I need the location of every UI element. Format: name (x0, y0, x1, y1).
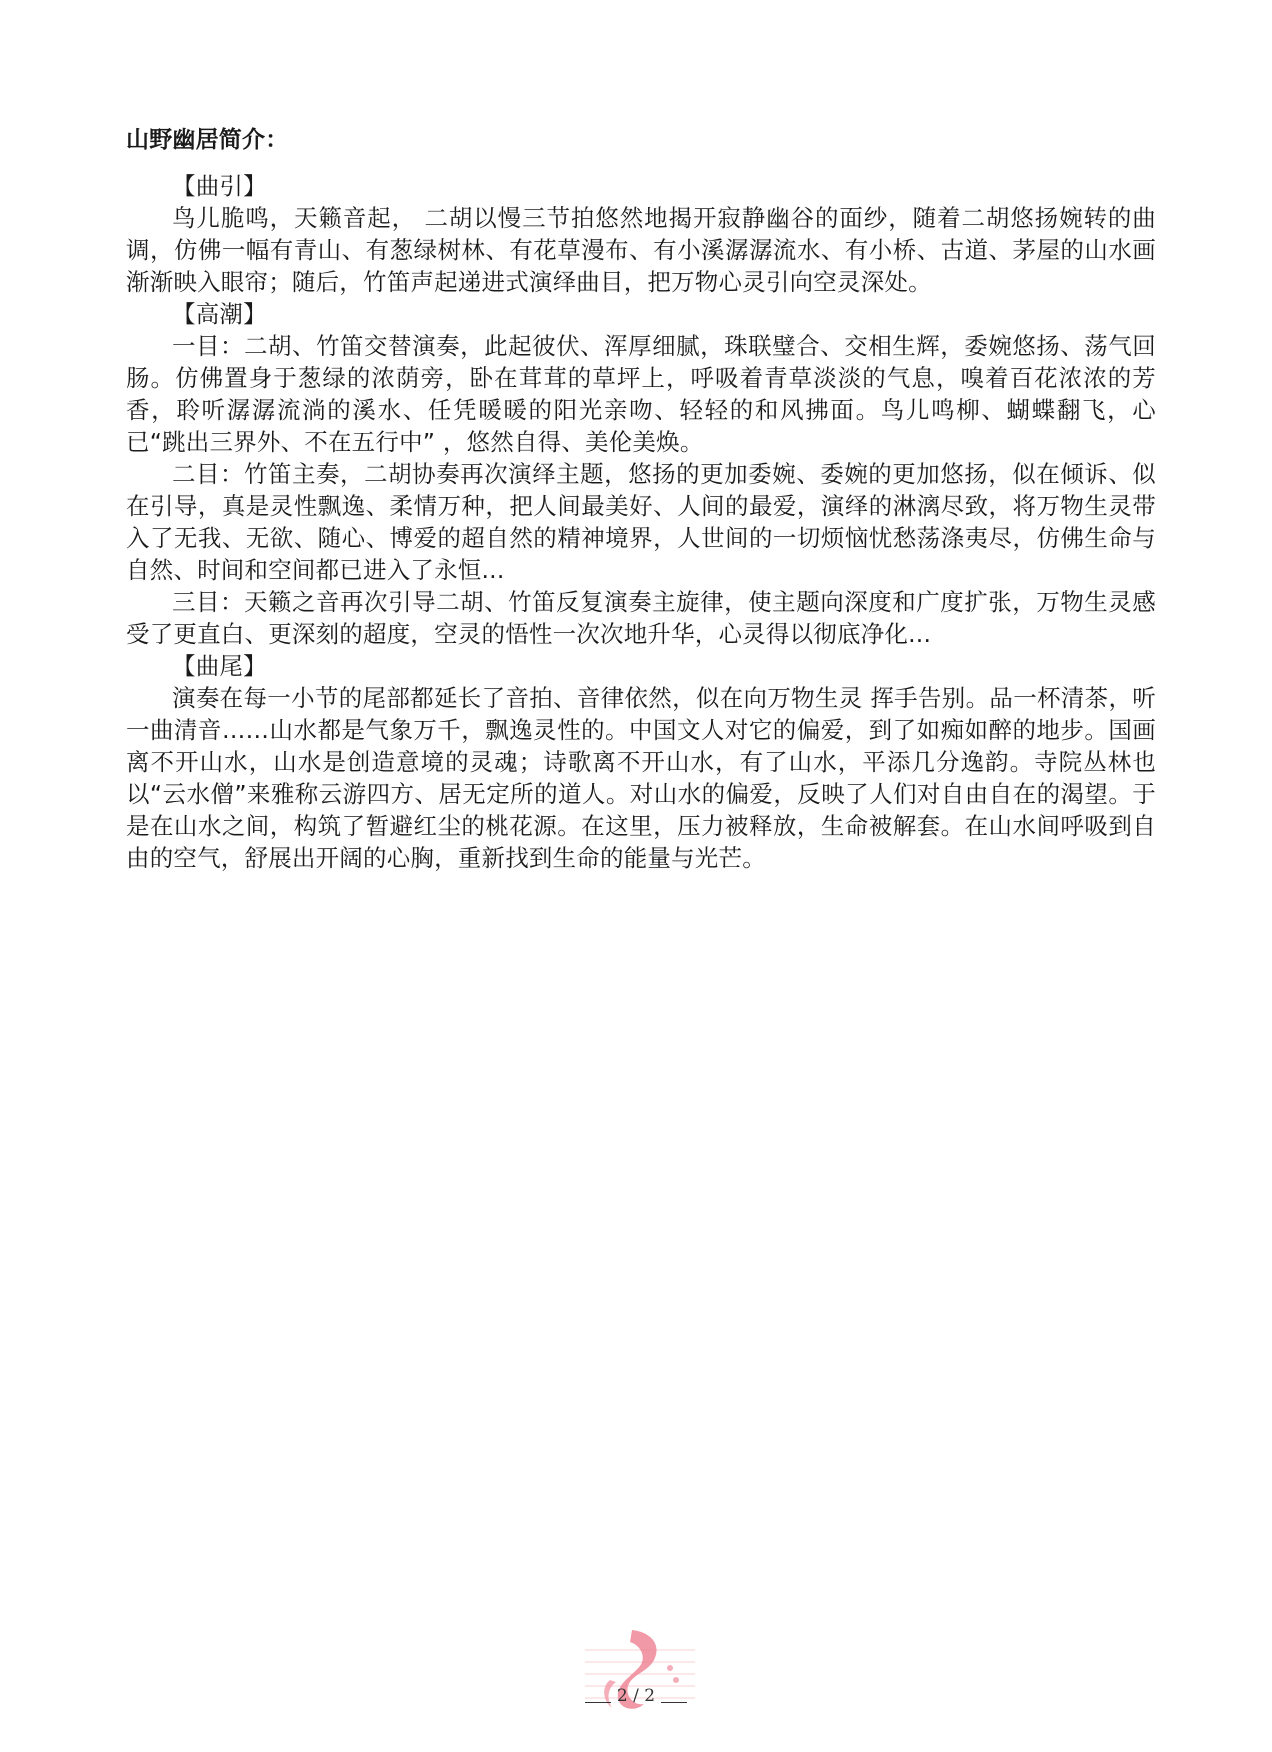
paragraph: 二目：竹笛主奏，二胡协奏再次演绎主题，悠扬的更加委婉、委婉的更加悠扬，似在倾诉、似在引导，真是灵性飘逸、柔情万种，把人间最美好、人间的最爱，演绎的淋漓尽致，将万物生灵带入了无我、无欲、随心、博爱的超自然的精神境界，人世间的一切烦恼忧愁荡涤夷尽，仿佛生命与自然、时间和空间都已进入了永恒... (126, 460, 1156, 584)
section-intro (126, 170, 1156, 298)
paragraph: 一目：二胡、竹笛交替演奏，此起彼伏、浑厚细腻，珠联璧合、交相生辉，委婉悠扬、荡气回肠。仿佛置身于葱绿的浓荫旁，卧在茸茸的草坪上，呼吸着青草淡淡的气息，嗅着百花浓浓的芳香，聆听潺潺流淌的溪水、任凭暖暖的阳光亲吻、轻轻的和风拂面。鸟儿鸣柳、蝴蝶翻飞，心已“跳出三界外、不在五行中” ，悠然自得、美伦美焕。 (126, 332, 1156, 456)
section-climax (126, 298, 1156, 650)
page-footer (0, 1620, 1272, 1730)
page-number-rule-left (585, 1702, 611, 1703)
section-heading: 【曲尾】 (172, 652, 267, 680)
section-heading: 【曲引】 (172, 172, 267, 200)
page-number-text: 2 / 2 (616, 1686, 656, 1706)
page-number-rule-right (661, 1702, 687, 1703)
section-ending (126, 650, 1156, 874)
paragraph: 鸟儿脆鸣，天籁音起， 二胡以慢三节拍悠然地揭开寂静幽谷的面纱，随着二胡悠扬婉转的曲调，仿佛一幅有青山、有葱绿树林、有花草漫布、有小溪潺潺流水、有小桥、古道、茅屋的山水画渐渐映入眼帘；随后，竹笛声起递进式演绎曲目，把万物心灵引向空灵深处。 (126, 204, 1156, 296)
document-body (126, 124, 1156, 874)
document-title: 山野幽居简介： (126, 127, 289, 153)
section-heading: 【高潮】 (172, 300, 267, 328)
paragraph: 演奏在每一小节的尾部都延长了音拍、音律依然，似在向万物生灵 挥手告别。品一杯清茶，听一曲清音……山水都是气象万千，飘逸灵性的。中国文人对它的偏爱，到了如痴如醉的地步。国画离不开山水，山水是创造意境的灵魂；诗歌离不开山水，有了山水，平添几分逸韵。寺院丛林也以“云水僧”来雅称云游四方、居无定所的道人。对山水的偏爱，反映了人们对自由自在的渴望。于是在山水之间，构筑了暂避红尘的桃花源。在这里，压力被释放，生命被解套。在山水间呼吸到自由的空气，舒展出开阔的心胸，重新找到生命的能量与光芒。 (126, 684, 1156, 872)
paragraph: 三目：天籁之音再次引导二胡、竹笛反复演奏主旋律，使主题向深度和广度扩张，万物生灵感受了更直白、更深刻的超度，空灵的悟性一次次地升华，心灵得以彻底净化... (126, 588, 1156, 648)
page-number (0, 1686, 1272, 1706)
